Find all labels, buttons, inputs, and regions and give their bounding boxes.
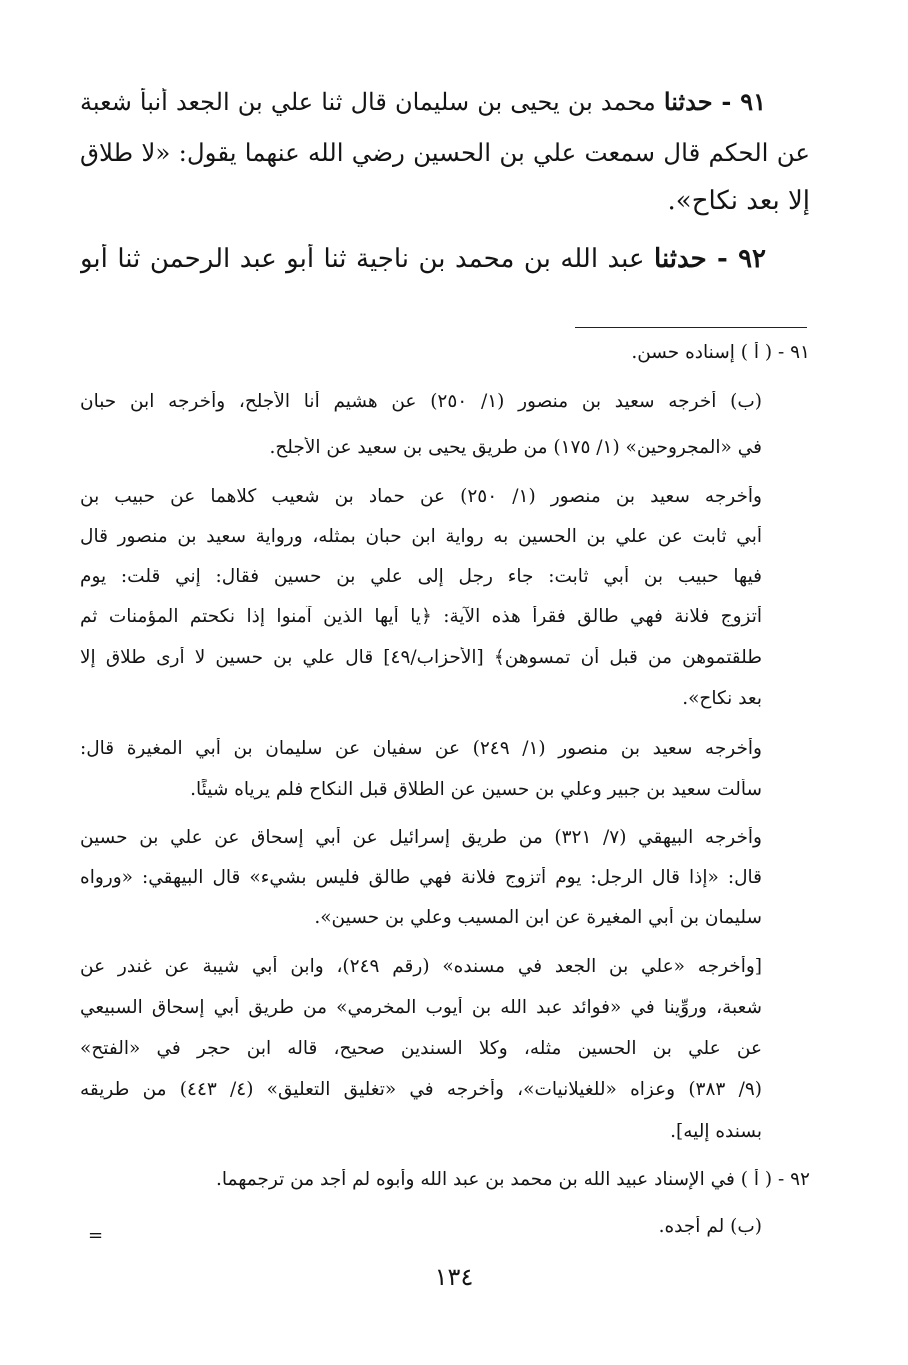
hadith-text: عبد الله بن محمد بن ناجية ثنا أبو عبد الرحمن ثنا أبو — [80, 244, 645, 274]
main-line-92-1: ٩٢ - حدثنا عبد الله بن محمد بن ناجية ثنا أبو عبد الرحمن ثنا أبو — [80, 244, 766, 274]
footnote-line: عن علي بن الحسين مثله، وكلا السندين صحيح، قاله ابن حجر في «الفتح» — [80, 1038, 762, 1059]
hadith-text: محمد بن يحيى بن سليمان قال ثنا علي بن الجعد أنبأ شعبة — [80, 88, 656, 116]
page-number: ١٣٤ — [434, 1263, 474, 1291]
footnote-line: سألت سعيد بن جبير وعلي بن حسين عن الطلاق قبل النكاح فلم يرياه شيئًا. — [190, 779, 762, 800]
main-line-91-1: ٩١ - حدثنا محمد بن يحيى بن سليمان قال ثنا علي بن الجعد أنبأ شعبة — [80, 88, 766, 116]
footnote-line: شعبة، وروِّينا في «فوائد عبد الله بن أيوب المخرمي» من طريق أبي إسحاق السبيعي — [80, 997, 762, 1018]
footnote-line: فيها حبيب بن أبي ثابت: جاء رجل إلى علي بن حسين فقال: إني قلت: يوم — [80, 566, 762, 587]
main-line-91-2: عن الحكم قال سمعت علي بن الحسين رضي الله عنهما يقول: «لا طلاق — [80, 138, 810, 167]
footnote-line: وأخرجه سعيد بن منصور (١/ ٢٤٩) عن سفيان عن سليمان بن أبي المغيرة قال: — [80, 738, 762, 759]
main-line-91-3: إلا بعد نكاح». — [667, 186, 810, 216]
footnote-line: بعد نكاح». — [682, 688, 762, 709]
hadith-number-91: ٩١ — [740, 88, 766, 116]
hadith-lead: حدثنا — [663, 88, 713, 116]
footnote-line: طلقتموهن من قبل أن تمسوهن﴾ [الأحزاب/٤٩] قال علي بن حسين لا أرى طلاق إلا — [80, 647, 762, 668]
footnote-separator — [575, 327, 807, 328]
footnote-line: [وأخرجه «علي بن الجعد في مسنده» (رقم ٢٤٩)، وابن أبي شيبة عن غندر عن — [80, 956, 762, 977]
footnote-line: ٩٢ - ( أ ) في الإسناد عبيد الله بن محمد بن عبد الله وأبوه لم أجد من ترجمهما. — [216, 1169, 810, 1190]
footnote-line: سليمان بن أبي المغيرة عن ابن المسيب وعلي بن حسين». — [314, 907, 762, 928]
footnote-line: أتزوج فلانة فهي طالق فقرأ هذه الآية: ﴿يا أيها الذين آمنوا إذا نكحتم المؤمنات ثم — [80, 606, 762, 627]
footnote-line: (ب) أخرجه سعيد بن منصور (١/ ٢٥٠) عن هشيم أنا الأجلح، وأخرجه ابن حبان — [80, 391, 762, 412]
footnote-line: أبي ثابت عن علي بن الحسين به رواية ابن حبان بمثله، ورواية سعيد بن منصور قال — [80, 526, 762, 547]
footnote-line: ٩١ - ( أ ) إسناده حسن. — [631, 342, 810, 363]
footnote-line: بسنده إليه]. — [670, 1121, 762, 1142]
footnote-line: قال: «إذا قال الرجل: يوم أتزوج فلانة فهي طالق فليس بشيء» قال البيهقي: «ورواه — [80, 867, 762, 888]
footnote-line: وأخرجه البيهقي (٧/ ٣٢١) من طريق إسرائيل عن أبي إسحاق عن علي بن حسين — [80, 827, 762, 848]
hadith-lead: حدثنا — [654, 244, 707, 274]
footnote-line: في «المجروحين» (١/ ١٧٥) من طريق يحيى بن سعيد عن الأجلح. — [269, 437, 762, 458]
footnote-line: وأخرجه سعيد بن منصور (١/ ٢٥٠) عن حماد بن شعيب كلاهما عن حبيب بن — [80, 486, 762, 507]
footnote-line: (٩/ ٣٨٣) وعزاه «للغيلانيات»، وأخرجه في «تغليق التعليق» (٤/ ٤٤٣) من طريقه — [80, 1079, 762, 1100]
continuation-mark: = — [88, 1225, 104, 1246]
hadith-number-92: ٩٢ — [738, 244, 766, 274]
footnote-line: (ب) لم أجده. — [658, 1216, 762, 1237]
